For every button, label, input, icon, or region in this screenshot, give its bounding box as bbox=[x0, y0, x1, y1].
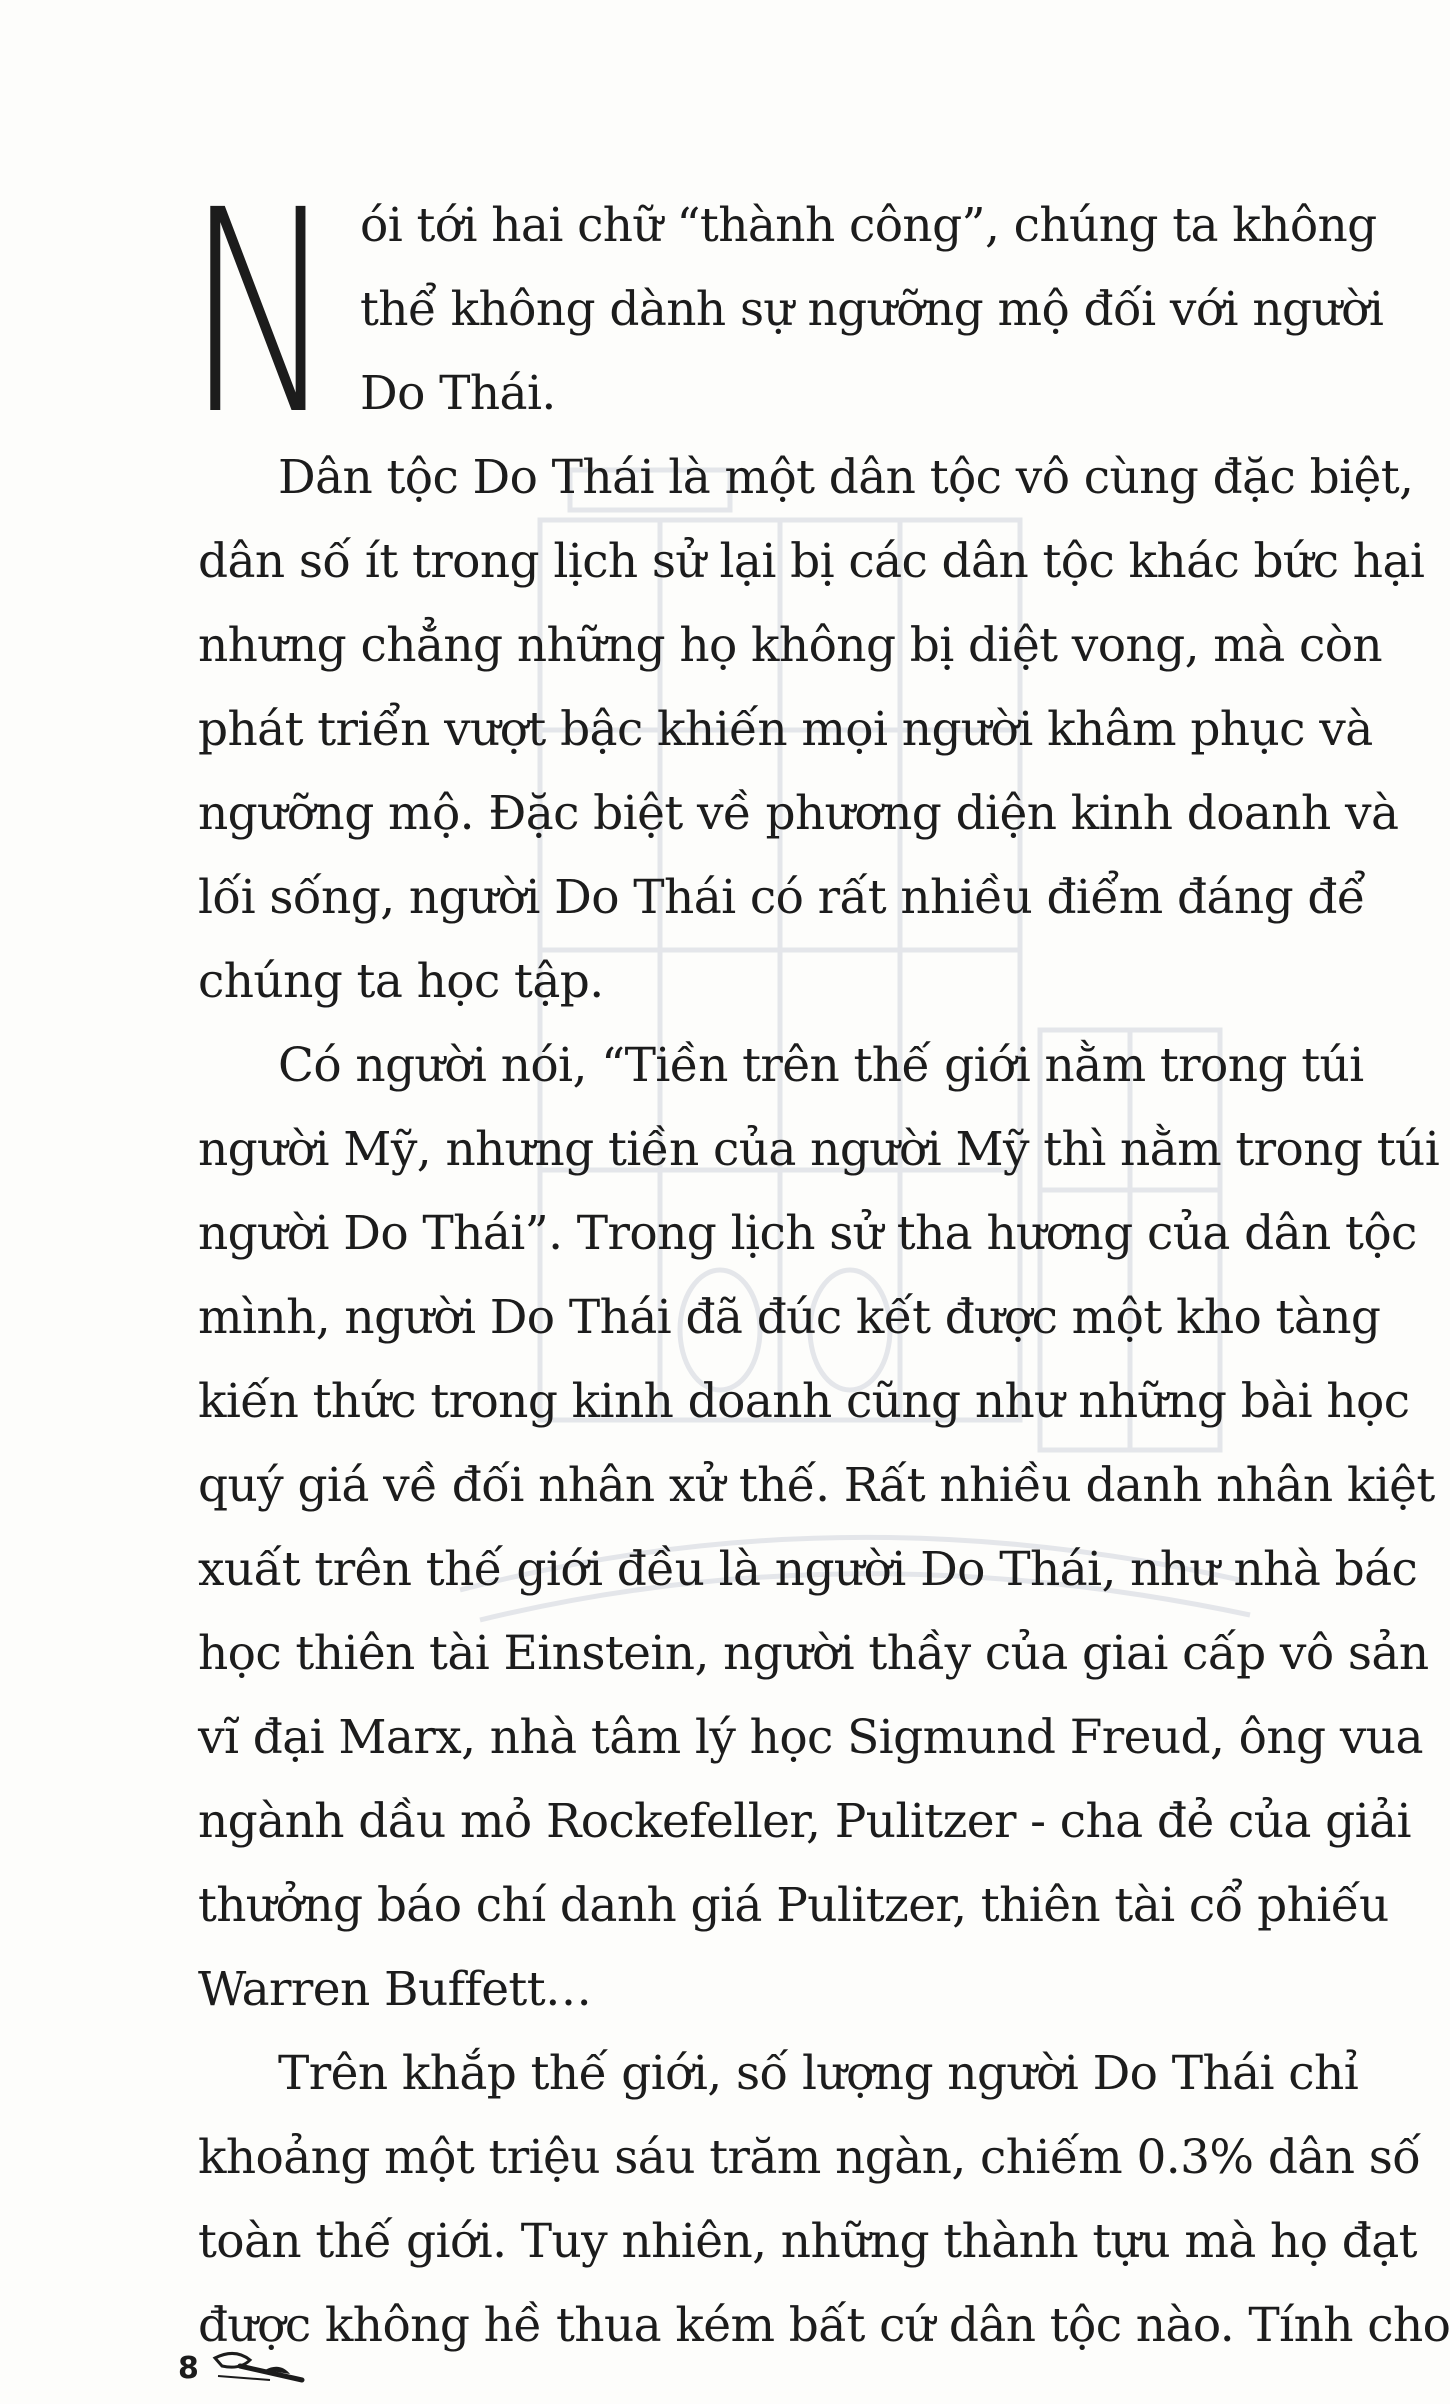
text-line: được không hề thua kém bất cứ dân tộc nào. Tính cho bbox=[198, 2298, 1450, 2353]
text-line: phát triển vượt bậc khiến mọi người khâm phục và bbox=[198, 702, 1373, 757]
text-line: quý giá về đối nhân xử thế. Rất nhiều danh nhân kiệt bbox=[198, 1458, 1435, 1513]
quill-pen-icon bbox=[210, 2340, 310, 2390]
text-line: toàn thế giới. Tuy nhiên, những thành tựu mà họ đạt bbox=[198, 2214, 1417, 2269]
svg-text:N: N bbox=[186, 151, 336, 477]
text-line: thưởng báo chí danh giá Pulitzer, thiên tài cổ phiếu bbox=[198, 1878, 1389, 1933]
text-line: Có người nói, “Tiền trên thế giới nằm trong túi bbox=[278, 1038, 1364, 1093]
text-line: dân số ít trong lịch sử lại bị các dân tộc khác bức hại bbox=[198, 534, 1425, 589]
text-line: ói tới hai chữ “thành công”, chúng ta không bbox=[360, 198, 1377, 253]
text-line: Dân tộc Do Thái là một dân tộc vô cùng đặc biệt, bbox=[278, 450, 1414, 505]
text-line: Trên khắp thế giới, số lượng người Do Thái chỉ bbox=[278, 2046, 1359, 2101]
drop-cap-letter bbox=[186, 151, 336, 477]
text-line: ngưỡng mộ. Đặc biệt về phương diện kinh doanh và bbox=[198, 786, 1399, 841]
text-line: người Mỹ, nhưng tiền của người Mỹ thì nằm trong túi bbox=[198, 1122, 1440, 1177]
text-line: Do Thái. bbox=[360, 366, 556, 421]
text-line: xuất trên thế giới đều là người Do Thái, như nhà bác bbox=[198, 1542, 1418, 1597]
page-number: 8 bbox=[178, 2351, 199, 2386]
text-line: mình, người Do Thái đã đúc kết được một kho tàng bbox=[198, 1290, 1381, 1345]
text-line: ngành dầu mỏ Rockefeller, Pulitzer - cha đẻ của giải bbox=[198, 1794, 1411, 1849]
text-line: khoảng một triệu sáu trăm ngàn, chiếm 0.3% dân số bbox=[198, 2130, 1421, 2185]
text-line: thể không dành sự ngưỡng mộ đối với người bbox=[360, 282, 1384, 337]
text-line: nhưng chẳng những họ không bị diệt vong, mà còn bbox=[198, 618, 1383, 673]
text-line: lối sống, người Do Thái có rất nhiều điểm đáng để bbox=[198, 870, 1366, 925]
text-line: chúng ta học tập. bbox=[198, 954, 604, 1009]
text-line: học thiên tài Einstein, người thầy của giai cấp vô sản bbox=[198, 1626, 1429, 1681]
text-line: người Do Thái”. Trong lịch sử tha hương của dân tộc bbox=[198, 1206, 1417, 1261]
text-line: vĩ đại Marx, nhà tâm lý học Sigmund Freud, ông vua bbox=[198, 1710, 1423, 1765]
text-line: Warren Buffett… bbox=[198, 1962, 592, 2017]
text-line: kiến thức trong kinh doanh cũng như những bài học bbox=[198, 1374, 1410, 1429]
